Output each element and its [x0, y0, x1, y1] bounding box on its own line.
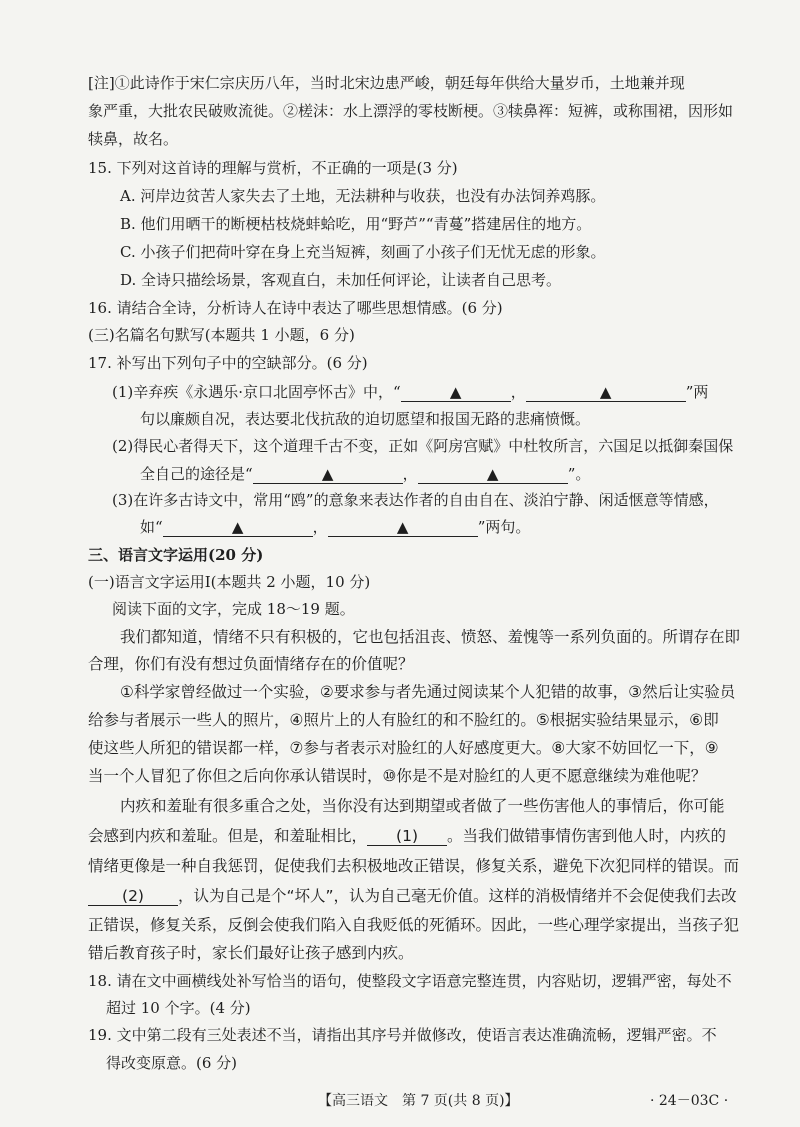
passage-line: 合理，你们有没有想过负面情绪存在的价值呢？ [88, 655, 414, 673]
passage-line: 情绪更像是一种自我惩罚，促使我们去积极地改正错误，修复关系，避免下次犯同样的错误。而 [88, 857, 740, 875]
q17-item-3-cont [140, 516, 530, 539]
q17-item-3-text: 如“ [140, 518, 163, 536]
q17-stem: 17. 补写出下列句子中的空缺部分。(6 分) [88, 354, 368, 372]
q15-stem: 15. 下列对这首诗的理解与赏析，不正确的一项是(3 分) [88, 159, 458, 177]
triangle-icon: ▲ [449, 383, 462, 401]
answer-blank[interactable] [253, 463, 403, 484]
passage-text: ，认为自己是个“坏人”，认为自己毫无价值。这样的消极情绪并不会促使我们去改 [178, 887, 737, 905]
comma: ， [402, 465, 418, 483]
note-line-3: 犊鼻，故名。 [88, 130, 179, 148]
q17-item-1-end: ”两 [685, 383, 709, 401]
answer-blank[interactable] [418, 463, 568, 484]
q17-item-1 [112, 381, 708, 404]
note-line-1: [注]①此诗作于宋仁宗庆历八年，当时北宋边患严峻，朝廷每年供给大量岁币，土地兼并现 [88, 74, 685, 92]
subpart-heading: (一)语言文字运用Ⅰ(本题共 2 小题，10 分) [88, 573, 371, 591]
q15-option-d: D. 全诗只描绘场景，客观直白，未加任何评论，让读者自己思考。 [120, 271, 562, 289]
q18-stem-cont: 超过 10 个字。(4 分) [106, 999, 251, 1017]
q16-stem: 16. 请结合全诗，分析诗人在诗中表达了哪些思想情感。(6 分) [88, 299, 503, 317]
comma: ， [510, 383, 526, 401]
answer-blank[interactable] [328, 516, 478, 537]
passage-text: 会感到内疚和羞耻。但是，和羞耻相比， [88, 827, 368, 845]
exam-code: · 24－03C · [650, 1093, 729, 1109]
section-title: (三)名篇名句默写(本题共 1 小题，6 分) [88, 326, 355, 344]
comma: ， [312, 518, 328, 536]
q19-stem-cont: 得改变原意。(6 分) [106, 1054, 238, 1072]
passage-line: 使这些人所犯的错误都一样，⑦参与者表示对脸红的人好感度更大。⑧大家不妨回忆一下，⑨ [88, 739, 719, 757]
note-line-2: 象严重，大批农民破败流徙。②槎沫：水上漂浮的零枝断梗。③犊鼻裈：短裤，或称围裙，因形如 [88, 102, 734, 120]
passage-line: 正错误，修复关系，反倒会使我们陷入自我贬低的死循环。因此，一些心理学家提出，当孩子犯 [88, 916, 740, 934]
q17-item-3-end: ”两句。 [477, 518, 531, 536]
passage-text: 。当我们做错事情伤害到他人时，内疚的 [447, 827, 727, 845]
q15-option-c: C. 小孩子们把荷叶穿在身上充当短裤，刻画了小孩子们无忧无虑的形象。 [120, 243, 606, 261]
answer-blank-1[interactable]: (1) [367, 825, 447, 846]
q17-item-2-end: ”。 [567, 465, 591, 483]
answer-blank[interactable] [401, 381, 511, 402]
passage-line [88, 825, 726, 848]
page-footer: 【高三语文 第 7 页(共 8 页)】 [318, 1093, 519, 1109]
q17-item-2-cont [140, 463, 590, 486]
triangle-icon: ▲ [396, 518, 409, 536]
q15-option-b: B. 他们用晒干的断梗枯枝烧蚌蛤吃，用“野芦”“青蔓”搭建居住的地方。 [120, 215, 592, 233]
q17-item-1-text: (1)辛弃疾《永遇乐·京口北固亭怀古》中，“ [112, 383, 401, 401]
answer-blank[interactable] [526, 381, 686, 402]
q17-item-1-cont: 句以廉颇自况，表达要北伐抗敌的迫切愿望和报国无路的悲痛愤慨。 [140, 410, 591, 428]
passage-line: 当一个人冒犯了你但之后向你承认错误时，⑩你是不是对脸红的人更不愿意继续为难他呢？ [88, 767, 707, 785]
answer-blank-2[interactable]: (2) [88, 885, 178, 906]
passage-line: 错后教育孩子时，家长们最好让孩子感到内疚。 [88, 944, 414, 962]
answer-blank[interactable] [163, 516, 313, 537]
instruction: 阅读下面的文字，完成 18～19 题。 [112, 600, 355, 618]
q17-item-2-text: 全自己的途径是“ [140, 465, 253, 483]
passage-line: ①科学家曾经做过一个实验，②要求参与者先通过阅读某个人犯错的故事，③然后让实验员 [120, 683, 736, 701]
q15-option-a: A. 河岸边贫苦人家失去了土地，无法耕种与收获，也没有办法饲养鸡豚。 [120, 187, 606, 205]
passage-line: 给参与者展示一些人的照片，④照片上的人有脸红的和不脸红的。⑤根据实验结果显示，⑥即 [88, 711, 719, 729]
q18-stem: 18. 请在文中画横线处补写恰当的语句，使整段文字语意完整连贯，内容贴切，逻辑严密，每处不 [88, 972, 732, 990]
part-heading: 三、语言文字运用(20 分) [88, 546, 264, 564]
q19-stem: 19. 文中第二段有三处表述不当，请指出其序号并做修改，使语言表达准确流畅，逻辑严密。不 [88, 1026, 717, 1044]
triangle-icon: ▲ [486, 465, 499, 483]
passage-line [88, 885, 737, 908]
triangle-icon: ▲ [599, 383, 612, 401]
q17-item-2: (2)得民心者得天下，这个道理千古不变，正如《阿房宫赋》中杜牧所言，六国足以抵御秦国保 [112, 437, 734, 455]
passage-line: 我们都知道，情绪不只有积极的，它也包括沮丧、愤怒、羞愧等一系列负面的。所谓存在即 [120, 628, 741, 646]
triangle-icon: ▲ [321, 465, 334, 483]
q17-item-3: (3)在许多古诗文中，常用“鸥”的意象来表达作者的自由自在、淡泊宁静、闲适惬意等情感， [112, 491, 719, 509]
passage-line: 内疚和羞耻有很多重合之处，当你没有达到期望或者做了一些伤害他人的事情后，你可能 [120, 797, 725, 815]
triangle-icon: ▲ [231, 518, 244, 536]
